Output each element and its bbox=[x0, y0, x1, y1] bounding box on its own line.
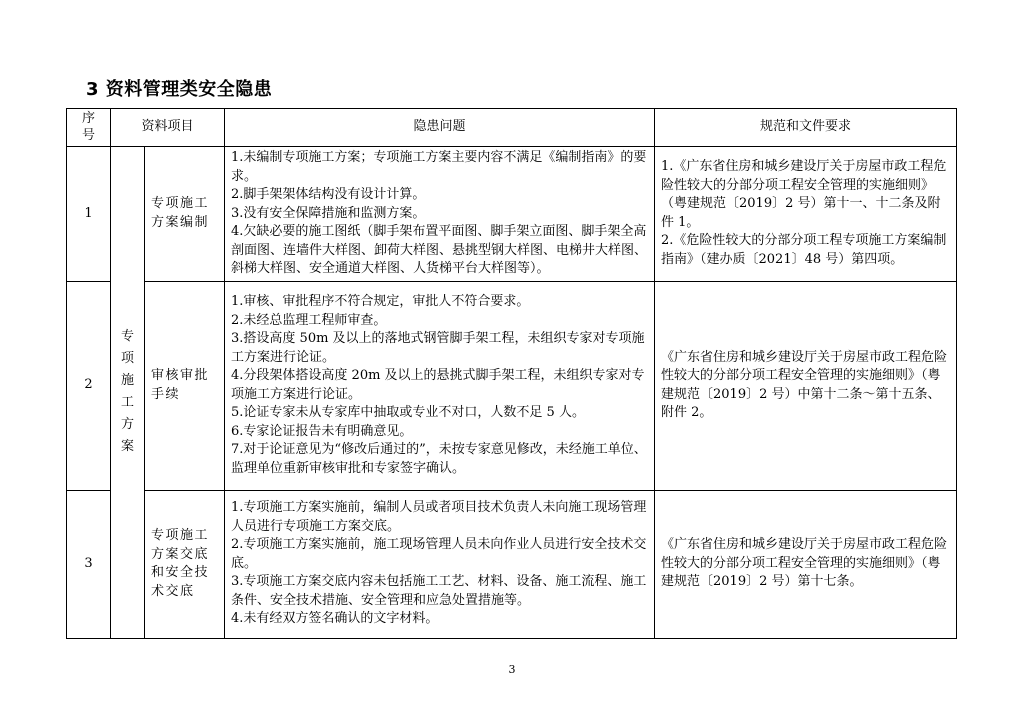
issue-line: 6.专家论证报告未有明确意见。 bbox=[231, 423, 413, 439]
issue-line: 3.专项施工方案交底内容未包括施工工艺、材料、设备、施工流程、施工条件、安全技术措施、安全管理和应急处置措施等。 bbox=[231, 574, 647, 608]
row-number: 2 bbox=[67, 281, 111, 490]
requirement-line: 《广东省住房和城乡建设厅关于房屋市政工程危险性较大的分部分项工程安全管理的实施细则》（粤建规范〔2019〕2 号）中第十二条～第十五条、附件 2。 bbox=[661, 349, 948, 420]
issue-line: 2.脚手架架体结构没有设计计算。 bbox=[231, 187, 426, 202]
requirement-line: 2.《危险性较大的分部分项工程专项施工方案编制指南》（建办质〔2021〕48 号）第四项。 bbox=[661, 233, 947, 267]
requirement-cell bbox=[655, 147, 957, 282]
requirement-line: 《广东省住房和城乡建设厅关于房屋市政工程危险性较大的分部分项工程安全管理的实施细则》（粤建规范〔2019〕2 号）第十七条。 bbox=[661, 537, 948, 590]
item-label: 专项施工方案编制 bbox=[151, 196, 210, 230]
issue-line: 1.未编制专项施工方案；专项施工方案主要内容不满足《编制指南》的要求。 bbox=[231, 150, 647, 184]
issue-line: 1.审核、审批程序不符合规定，审批人不符合要求。 bbox=[231, 294, 530, 309]
issue-line: 4.欠缺必要的施工图纸（脚手架布置平面图、脚手架立面图、脚手架全高剖面图、连墙件大样图、卸荷大样图、悬挑型钢大样图、电梯井大样图、斜梯大样图、安全通道大样图、人货梯平台大样图等）。 bbox=[231, 224, 648, 276]
item-label: 审核审批手续 bbox=[151, 368, 210, 402]
issue-line: 5.论证专家未从专家库中抽取或专业不对口，人数不足 5 人。 bbox=[231, 405, 585, 420]
item-cell bbox=[145, 490, 225, 638]
header-item: 资料项目 bbox=[111, 109, 225, 147]
issue-cell bbox=[225, 147, 655, 282]
header-requirement: 规范和文件要求 bbox=[655, 109, 957, 147]
issue-line: 3.没有安全保障措施和监测方案。 bbox=[231, 205, 426, 221]
requirement-cell bbox=[655, 281, 957, 490]
item-label: 专项施工方案交底和安全技术交底 bbox=[151, 528, 210, 599]
requirement-line: 1.《广东省住房和城乡建设厅关于房屋市政工程危险性较大的分部分项工程安全管理的实施细则》（粤建规范〔2019〕2 号）第十一、十二条及附件 1。 bbox=[661, 159, 947, 230]
table-row bbox=[67, 147, 957, 282]
issue-line: 2.专项施工方案实施前，施工现场管理人员未向作业人员进行安全技术交底。 bbox=[231, 537, 647, 571]
issue-line: 4.未有经双方签名确认的文字材料。 bbox=[231, 611, 439, 627]
header-no: 序号 bbox=[67, 109, 111, 147]
row-number: 1 bbox=[67, 147, 111, 282]
row-number: 3 bbox=[67, 490, 111, 638]
issue-line: 4.分段架体搭设高度 20m 及以上的悬挑式脚手架工程，未组织专家对专项施工方案进行论证。 bbox=[231, 368, 645, 402]
issue-line: 7.对于论证意见为“修改后通过的”，未按专家意见修改，未经施工单位、监理单位重新审核审批和专家签字确认。 bbox=[231, 442, 647, 476]
section-title: 3 资料管理类安全隐患 bbox=[86, 79, 273, 100]
issue-line: 3.搭设高度 50m 及以上的落地式钢管脚手架工程，未组织专家对专项施工方案进行论证。 bbox=[231, 331, 645, 365]
item-cell bbox=[145, 147, 225, 282]
issue-cell bbox=[225, 281, 655, 490]
requirement-cell bbox=[655, 490, 957, 638]
issue-cell bbox=[225, 490, 655, 638]
issue-line: 1.专项施工方案实施前，编制人员或者项目技术负责人未向施工现场管理人员进行专项施工方案交底。 bbox=[231, 500, 647, 534]
category-label: 专项施工方案 bbox=[120, 329, 134, 455]
table-row bbox=[67, 281, 957, 490]
header-issue: 隐患问题 bbox=[225, 109, 655, 147]
page-number: 3 bbox=[508, 663, 516, 676]
hazard-table bbox=[66, 108, 957, 639]
category-cell bbox=[111, 147, 145, 639]
table-row bbox=[67, 490, 957, 638]
item-cell bbox=[145, 281, 225, 490]
issue-line: 2.未经总监理工程师审查。 bbox=[231, 312, 387, 328]
table-header-row bbox=[67, 109, 957, 147]
